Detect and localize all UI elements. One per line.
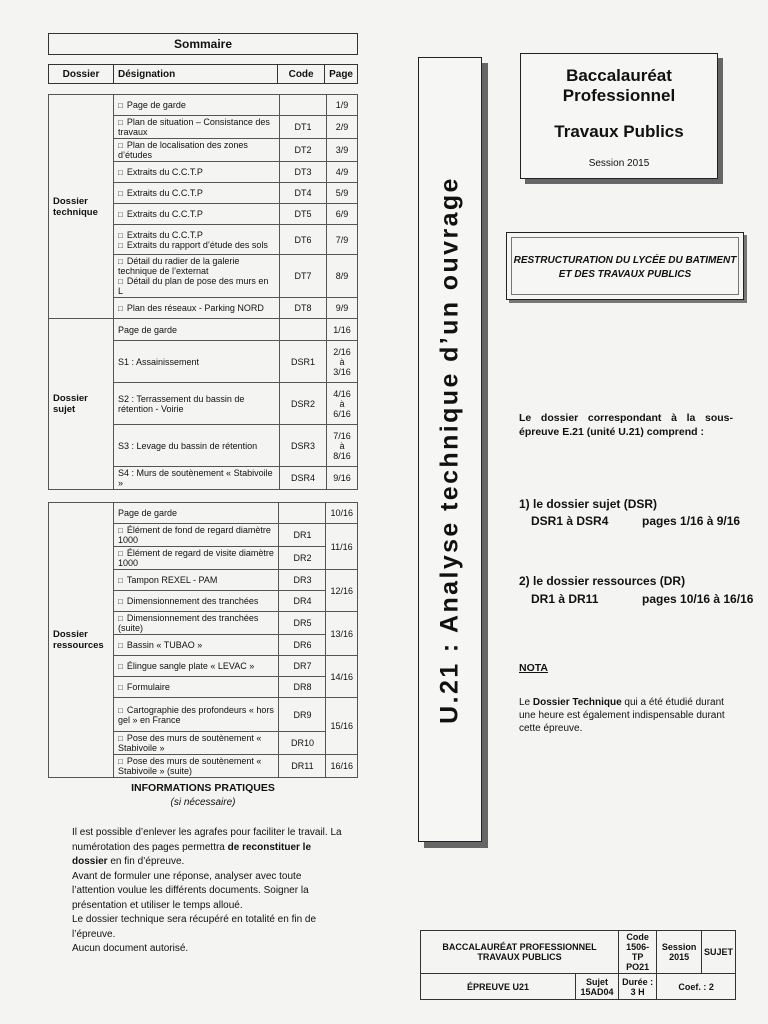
info-body xyxy=(72,826,342,957)
table-row: S1 : Assainissement xyxy=(114,341,280,383)
group-label-technique: Dossier technique xyxy=(49,95,114,319)
footer-coef: Coef. : 2 xyxy=(657,974,736,1000)
dsr-pages: pages 1/16 à 9/16 xyxy=(642,514,741,528)
col-designation: Désignation xyxy=(114,65,278,84)
footer-bac: BACCALAURÉAT PROFESSIONNEL TRAVAUX PUBLICS xyxy=(421,931,619,974)
table-row: □ Cartographie des profondeurs « hors gel » en France xyxy=(114,698,279,732)
table-row: Page de garde xyxy=(114,319,280,341)
table-row: □ Élingue sangle plate « LEVAC » xyxy=(114,656,279,677)
bac-session: Session 2015 xyxy=(588,158,650,169)
info-paragraph-4: Aucun document autorisé. xyxy=(72,943,189,954)
table-dossier-ressources: Dossier ressources Page de garde 10/16 □ Élément de fond de regard diamètre 1000 DR1 11/16 □ Élément de regard de visite diamètre 1000 DR2 □ Tampon REXEL - PAM DR3 12/16 □ Dimensionnement des tranchées DR4 □ Dimensionnement des tranchées (suite) DR5 13/16 □ Bassin « TUBAO » DR6 □ Élingue sangle plate « LEVAC » DR7 14/16 □ Formulaire DR8 □ Cartographie des profondeurs « hors gel » en France DR9 15/16 □ Pose des murs de soutènement « Stabivoile » DR10 □ Pose des murs de soutènement « Stabivoile » (suite) DR11 16/16 xyxy=(48,502,358,778)
info-paragraph-3: Le dossier technique sera récupéré en totalité en fin de l’épreuve. xyxy=(72,914,317,940)
table-row: □ Dimensionnement des tranchées xyxy=(114,591,279,612)
table-row: □ Pose des murs de soutènement « Stabivoile » (suite) xyxy=(114,755,279,778)
footer-epreuve: ÉPREUVE U21 xyxy=(421,974,576,1000)
nota-title: NOTA xyxy=(519,662,548,674)
dsr-range: DSR1 à DSR4 xyxy=(531,514,609,528)
table-row: □ Extraits du C.C.T.P xyxy=(114,183,280,204)
col-dossier: Dossier xyxy=(49,65,114,84)
table-row: S3 : Levage du bassin de rétention xyxy=(114,425,280,467)
footer-code: Code 1506-TP PO21 xyxy=(619,931,657,974)
table-row: □ Page de garde xyxy=(114,95,280,116)
table-row: □ Pose des murs de soutènement « Stabivoile » xyxy=(114,732,279,755)
dr-title: 2) le dossier ressources (DR) xyxy=(519,574,686,588)
table-row: S4 : Murs de soutènement « Stabivoile » xyxy=(114,467,280,490)
table-row: □ Formulaire xyxy=(114,677,279,698)
table-row: □ Extraits du C.C.T.P xyxy=(114,162,280,183)
table-row: S2 : Terrassement du bassin de rétention - Voirie xyxy=(114,383,280,425)
footer-sujet: SUJET xyxy=(701,931,735,974)
col-code: Code xyxy=(278,65,325,84)
table-row: □ Bassin « TUBAO » xyxy=(114,635,279,656)
group-label-sujet: Dossier sujet xyxy=(49,319,114,490)
info-subtitle: (si nécessaire) xyxy=(170,797,236,808)
footer-session: Session 2015 xyxy=(657,931,702,974)
project-line-2: ET DES TRAVAUX PUBLICS xyxy=(558,269,692,280)
dsr-title: 1) le dossier sujet (DSR) xyxy=(519,497,658,511)
table-row: □ Détail du radier de la galerie technique de l’externat □ Détail du plan de pose des murs en L xyxy=(114,255,280,298)
project-line-1: RESTRUCTURATION DU LYCÉE DU BATIMENT xyxy=(513,255,737,266)
table-row: □ Tampon REXEL - PAM xyxy=(114,570,279,591)
col-page: Page xyxy=(325,65,358,84)
info-paragraph-1: Il est possible d’enlever les agrafes pour faciliter le travail. La numérotation des pages permettra de reconstituer le dossier en fin d’épreuve. xyxy=(72,827,342,867)
sommaire-title: Sommaire xyxy=(48,33,358,55)
dr-range: DR1 à DR11 xyxy=(531,592,599,606)
table-row: □ Élément de fond de regard diamètre 1000 xyxy=(114,524,279,547)
dr-pages: pages 10/16 à 16/16 xyxy=(642,592,754,606)
table-row: □ Plan de situation – Consistance des travaux xyxy=(114,116,280,139)
footer-duree: Durée : 3 H xyxy=(619,974,657,1000)
info-title: INFORMATIONS PRATIQUES xyxy=(131,782,275,794)
table-dossier-technique: Dossier technique □ Page de garde 1/9 □ Plan de situation – Consistance des travaux DT1 2/9 □ Plan de localisation des zones d’études DT2 3/9 □ Extraits du C.C.T.P DT3 4/9 □ Extraits du C.C.T.P DT4 5/9 □ Extraits du C.C.T.P DT5 6/9 □ Extraits du C.C.T.P □ Extraits du rapport d’étude des sols DT6 7/9 □ Détail du radier de la galerie technique de l’externat □ Détail du plan de pose des murs en L DT7 8/9 □ Plan des réseaux - Parking NORD DT8 9/9 xyxy=(48,94,358,319)
vertical-title: U.21 : Analyse technique d’un ouvrage xyxy=(435,175,464,724)
footer-sujet-code: Sujet 15AD04 xyxy=(576,974,619,1000)
vertical-title-box xyxy=(418,57,482,842)
table-row: □ Dimensionnement des tranchées (suite) xyxy=(114,612,279,635)
info-paragraph-2: Avant de formuler une réponse, analyser avec toute l’attention voulue les différents documents. Soigner la présentation et utiliser le temps alloué. xyxy=(72,870,309,911)
table-row: Page de garde xyxy=(114,503,279,524)
nota-text: Le Dossier Technique qui a été étudié durant une heure est également indispensable durant cette épreuve. xyxy=(519,697,725,734)
bac-title: Baccalauréat Professionnel xyxy=(562,66,676,105)
intro-text: Le dossier correspondant à la sous-épreuve E.21 (unité U.21) comprend : xyxy=(519,412,733,438)
sommaire-header-row xyxy=(48,64,358,84)
project-box xyxy=(506,232,744,300)
group-label-ressources: Dossier ressources xyxy=(49,503,114,778)
table-row: □ Élément de regard de visite diamètre 1000 xyxy=(114,547,279,570)
table-row: □ Plan de localisation des zones d’études xyxy=(114,139,280,162)
footer-table xyxy=(420,930,736,1000)
table-row: □ Extraits du C.C.T.P □ Extraits du rapport d’étude des sols xyxy=(114,225,280,255)
bac-box xyxy=(520,53,718,179)
table-row: □ Extraits du C.C.T.P xyxy=(114,204,280,225)
table-row: □ Plan des réseaux - Parking NORD xyxy=(114,298,280,319)
bac-specialty: Travaux Publics xyxy=(554,122,684,141)
table-dossier-sujet: Dossier sujet Page de garde 1/16 S1 : Assainissement DSR1 2/16 à 3/16 S2 : Terrassement du bassin de rétention - Voirie DSR2 4/16 à 6/16 S3 : Levage du bassin de rétention DSR3 7/16 à 8/16 S4 : Murs de soutènement « Stabivoile » DSR4 9/16 xyxy=(48,318,358,490)
